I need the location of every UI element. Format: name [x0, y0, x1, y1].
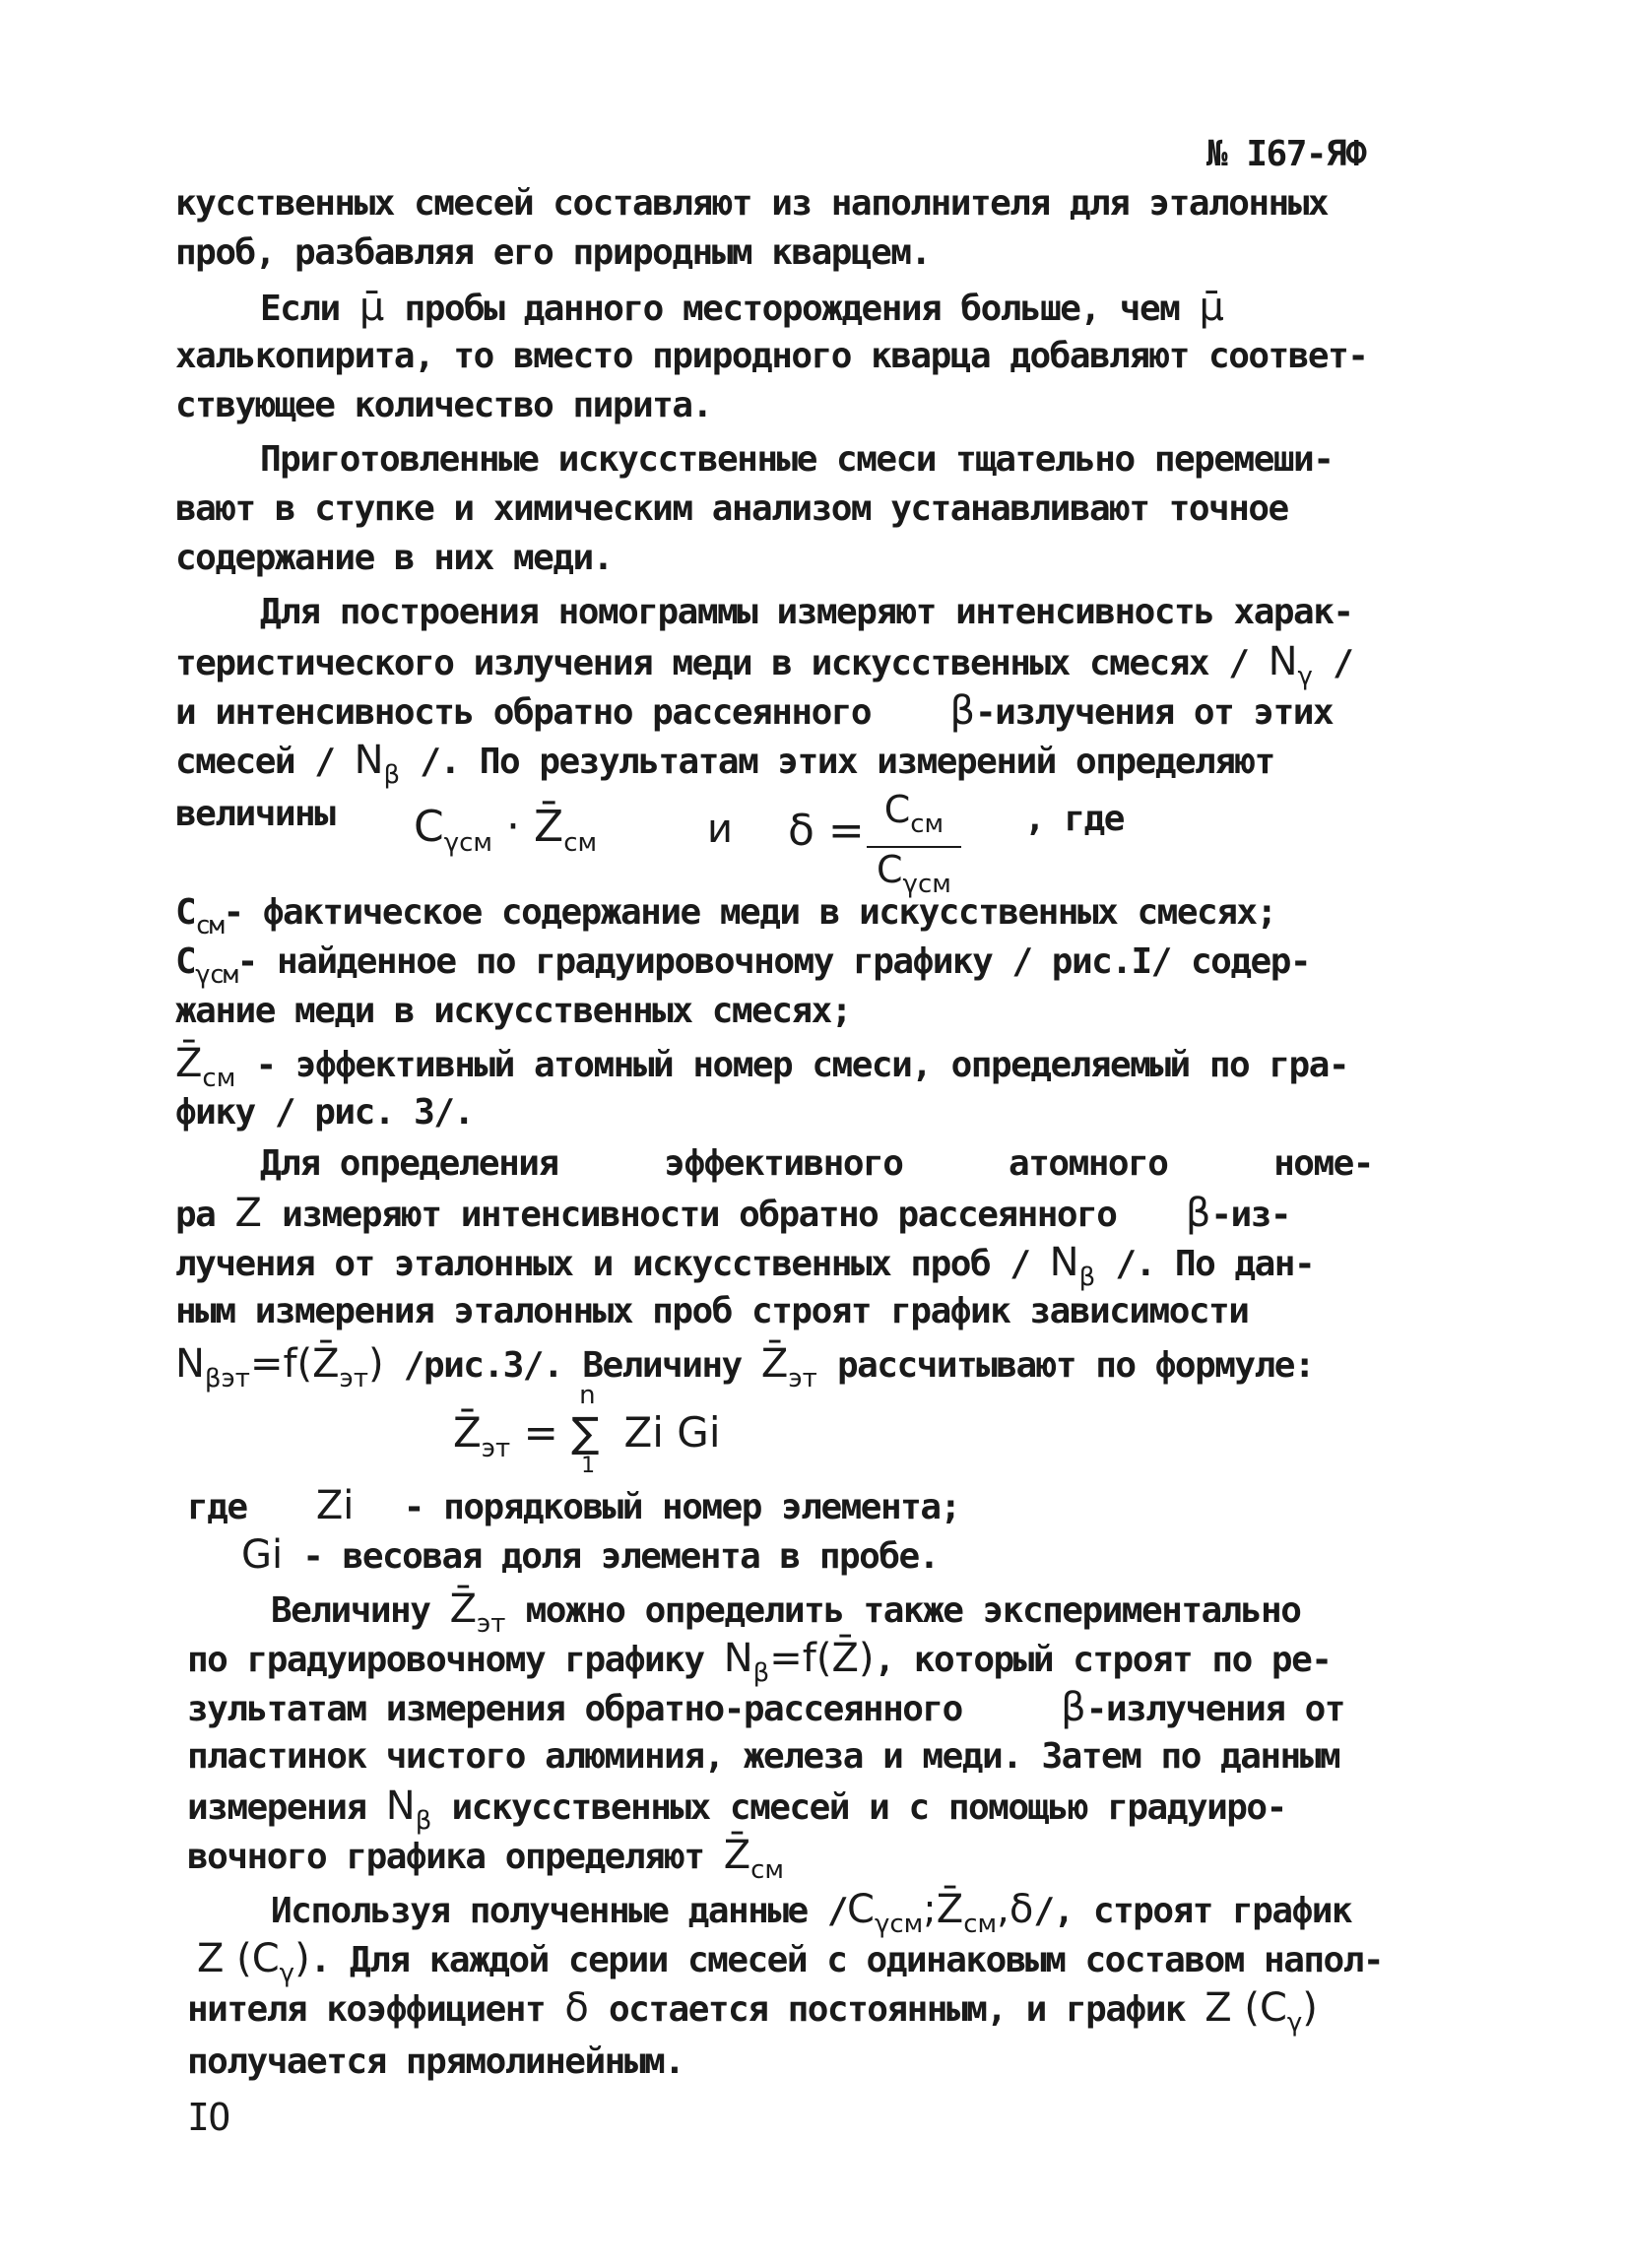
text-line: фику / рис. 3/. [175, 1092, 474, 1133]
delta-fraction [867, 788, 961, 906]
text-fragment: вочного графика определяют [187, 1837, 704, 1877]
text-line [260, 1142, 1373, 1186]
data-triplet: $C_{\gamma см};Z̄_{см},\delta$ [847, 1887, 1034, 1939]
document-number: № I67-ЯФ [1206, 134, 1366, 174]
text-fragment: . Для каждой серии смесей с одинаковым составом напол- [309, 1940, 1384, 1980]
n-beta-symbol: $N_\beta$ [354, 738, 401, 790]
text-fragment: эффективного [664, 1143, 903, 1184]
text-fragment: рассчитывают по формуле: [836, 1345, 1315, 1386]
text-line: ным измерения эталонных проб строят график зависимости [175, 1291, 1249, 1331]
text-fragment: где [187, 1487, 247, 1527]
text-fragment: - фактическое содержание меди в искусственных смесях; [223, 892, 1276, 933]
text-fragment: - эффективный атомный номер смеси, определяемый по гра- [255, 1045, 1349, 1085]
mu-symbol: μ̄ [358, 285, 385, 330]
text-fragment: - весовая доля элемента в пробе. [302, 1536, 939, 1577]
text-line [241, 1533, 939, 1579]
text-fragment: измеряют интенсивности обратно рассеянного [282, 1195, 1117, 1235]
text-line: содержание в них меди. [175, 538, 613, 578]
text-fragment: искусственных смесей и с помощью градуиро- [451, 1787, 1286, 1828]
text-line: Для построения номограммы измеряют интенсивность харак- [260, 592, 1353, 632]
text-fragment: Используя полученные данные / [271, 1891, 848, 1931]
beta-symbol: β [1185, 1191, 1211, 1236]
text-fragment: номе- [1273, 1143, 1373, 1184]
text-fragment: - найденное по градуировочному графику / рис.I/ содер- [236, 941, 1311, 982]
fraction-denominator: $C_{\gamma см}$ [877, 848, 951, 899]
calibration-formula: $N_\beta=f(Z̄)$ [723, 1636, 875, 1688]
text-line: Приготовленные искусственные смеси тщательно перемеши- [260, 439, 1334, 480]
z-symbol: Z [234, 1191, 262, 1236]
page-number: IO [187, 2096, 229, 2139]
text-fragment: /рис.3/. Величину [403, 1345, 742, 1386]
text-line: пластинок чистого алюминия, железа и меди. Затем по данным [187, 1736, 1340, 1777]
text-line [175, 739, 1274, 797]
text-fragment: -излучения от [1085, 1689, 1344, 1729]
text-line [175, 891, 1276, 947]
text-line: ствующее количество пирита. [175, 385, 712, 425]
text-fragment: можно определить также экспериментально [525, 1590, 1301, 1631]
text-fragment: зультатам измерения обратно-рассеянного [187, 1689, 962, 1729]
text-fragment: , где [1024, 799, 1124, 839]
text-fragment: теристического излучения меди в искусственных смесях / [175, 643, 1249, 683]
c-gamma-cm-symbol: $C_{\gamma см}$ [175, 941, 237, 990]
text-fragment: - порядковый номер элемента; [403, 1487, 960, 1527]
text-line: кусственных смесей составляют из наполнителя для эталонных [175, 183, 1329, 224]
z-cm-symbol: $Z̄_{см}$ [175, 1041, 236, 1093]
text-fragment: -излучения от этих [975, 692, 1334, 733]
text-fragment: Для определения [260, 1143, 558, 1184]
text-fragment: /. По результатам этих измерений определяют [420, 742, 1274, 782]
text-line: величины [175, 794, 335, 834]
sum-formula: $Z̄_{эт}$ = n ∑ 1 Zi Gi [453, 1408, 721, 1473]
sum-sign: ∑ [571, 1408, 600, 1457]
text-fragment: нителя коэффициент [187, 1989, 546, 2030]
text-fragment: Величину [271, 1590, 430, 1631]
text-line [187, 1834, 784, 1892]
z-of-c-gamma: Z $(C_\gamma)$ [1205, 1985, 1318, 2038]
text-fragment: -из- [1210, 1195, 1291, 1235]
beta-symbol: β [1061, 1685, 1086, 1730]
dependency-formula: $N_{\beta эт}=f(Z̄_{эт})$ [175, 1341, 384, 1393]
gi-symbol: Gi [241, 1532, 284, 1578]
sum-term: Zi Gi [623, 1408, 721, 1457]
text-line [175, 689, 1333, 735]
z-of-c-gamma: Z $(C_\gamma)$ [197, 1936, 310, 1988]
fraction-numerator: $C_{см}$ [867, 788, 961, 848]
text-line [175, 1342, 1314, 1400]
conjunction: и [707, 807, 733, 852]
text-line [175, 940, 1310, 997]
z-et-symbol: $Z̄_{эт}$ [760, 1341, 817, 1393]
text-fragment: Если [260, 289, 340, 329]
text-line: жание меди в искусственных смесях; [175, 991, 851, 1031]
text-line [260, 286, 1224, 331]
text-fragment: , который строят по ре- [874, 1640, 1332, 1680]
zi-symbol: Zi [315, 1483, 355, 1528]
sum-lower-limit: 1 [581, 1454, 596, 1478]
mu-symbol: μ̄ [1199, 285, 1224, 330]
z-cm-symbol: $Z̄_{см}$ [723, 1833, 785, 1885]
text-fragment: / [1333, 643, 1353, 683]
sum-upper-limit: n [579, 1381, 596, 1410]
text-fragment: измерения [187, 1787, 366, 1828]
n-gamma-symbol: $N_\gamma$ [1268, 639, 1313, 691]
n-beta-symbol: $N_\beta$ [385, 1783, 432, 1836]
text-fragment: атомного [1009, 1143, 1168, 1184]
text-line: проб, разбавляя его природным кварцем. [175, 232, 931, 273]
text-fragment: /. По дан- [1115, 1244, 1315, 1284]
text-fragment: лучения от эталонных и искусственных проб / [175, 1244, 1030, 1284]
text-line: вают в ступке и химическим анализом устанавливают точное [175, 488, 1288, 529]
delta-symbol: δ = [788, 806, 865, 856]
text-line: халькопирита, то вместо природного кварца добавляют соответ- [175, 336, 1368, 376]
beta-symbol: β [949, 688, 975, 734]
delta-symbol: δ [564, 1985, 589, 2031]
text-fragment: и интенсивность обратно рассеянного [175, 692, 872, 733]
text-fragment: по градуировочному графику [187, 1640, 704, 1680]
text-fragment: остается постоянным, и график [609, 1989, 1186, 2030]
text-fragment: пробы данного месторождения больше, чем [404, 289, 1180, 329]
text-line: получается прямолинейным. [187, 2041, 684, 2082]
n-beta-bar-symbol: $N_\beta$ [1049, 1240, 1096, 1292]
z-et-symbol: $Z̄_{эт}$ [449, 1587, 506, 1639]
product-formula: $C_{\gamma см}$ · $Z̄_{см}$ [414, 802, 598, 858]
text-line [175, 1192, 1290, 1237]
z-et-lhs: $Z̄_{эт}$ [453, 1408, 511, 1463]
text-fragment: смесей / [175, 742, 335, 782]
text-line [187, 1484, 960, 1529]
text-fragment: /, строят график [1033, 1891, 1352, 1931]
text-line [187, 1686, 1344, 1731]
text-line [187, 1986, 1318, 2044]
text-fragment: ра [175, 1195, 216, 1235]
c-cm-symbol: $C_{см}$ [175, 892, 224, 940]
